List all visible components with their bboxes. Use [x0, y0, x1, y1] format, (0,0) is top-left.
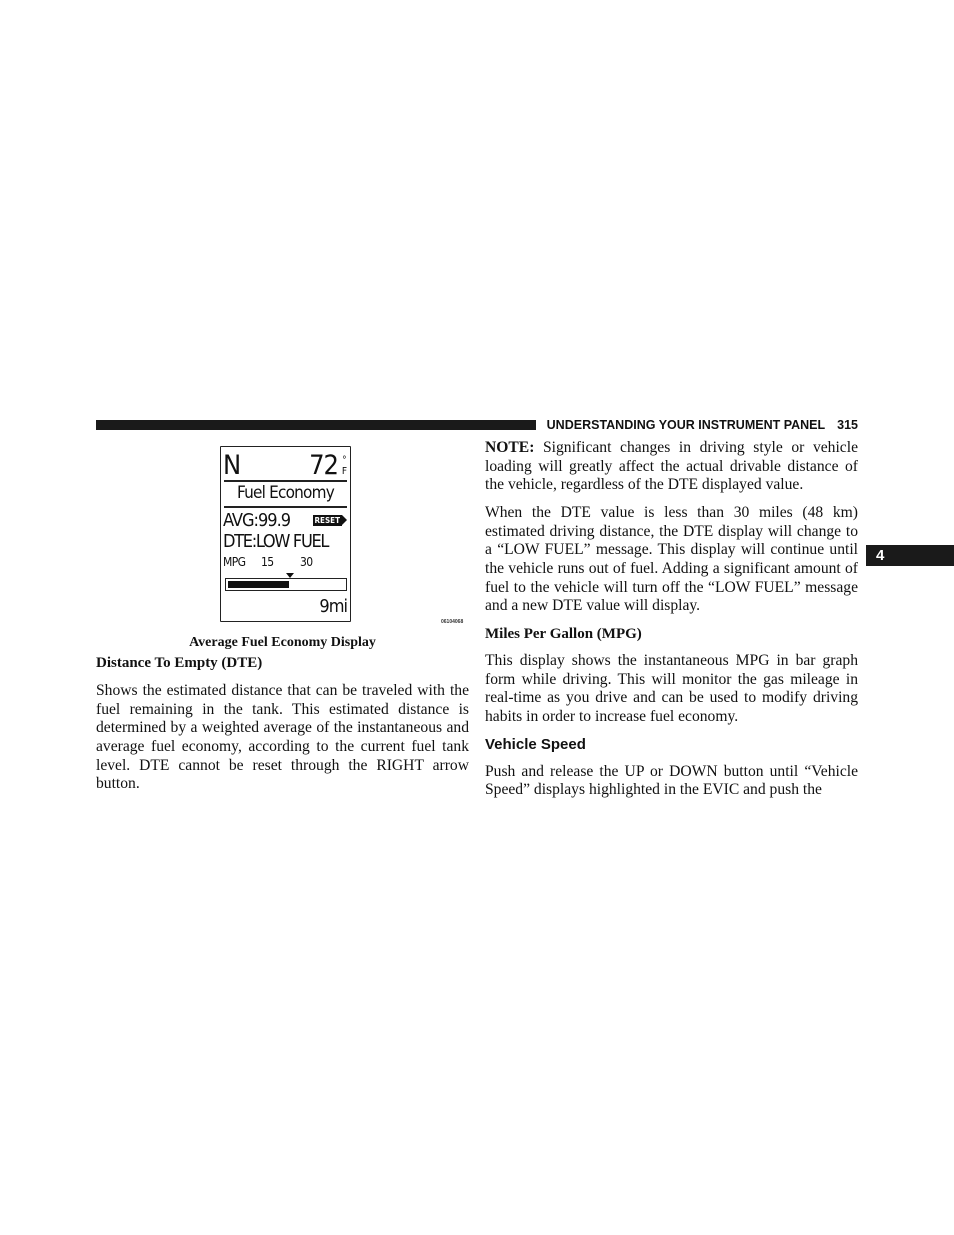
compass-heading: N — [223, 450, 241, 481]
dte-paragraph: Shows the estimated distance that can be traveled with the fuel remaining in the tank. This estimated distance is determined by a weighted average of the instantaneous and average fuel economy, according to the current fuel tank level. DTE cannot be reset through the RIGHT arrow button. — [96, 682, 469, 793]
unit-letter: F — [341, 466, 347, 477]
outside-temperature: 72 — [309, 450, 338, 481]
evic-display-figure — [220, 446, 351, 622]
degree-symbol: ° — [342, 455, 347, 466]
dte-low-paragraph: When the DTE value is less than 30 miles (48 km) estimated driving distance, the DTE display will change to a “LOW FUEL” message. This display will continue until the vehicle runs out of fuel. Adding a significant amount of fuel to the vehicle will turn off the “LOW FUEL” message and a new DTE value will display. — [485, 503, 858, 615]
mpg-paragraph: This display shows the instantaneous MPG in bar graph form while driving. This will monitor the gas mileage in real-time as you drive and can be used to modify driving habits in order to increase fuel economy. — [485, 651, 858, 725]
header-rule — [96, 420, 536, 430]
section-heading-dte: Distance To Empty (DTE) — [96, 655, 263, 671]
temperature-unit — [342, 455, 347, 477]
note-text: Significant changes in driving style or vehicle loading will greatly affect the actual drivable distance of the vehicle, regardless of the DTE displayed value. — [485, 439, 858, 494]
mpg-tick-30: 30 — [300, 555, 313, 569]
section-heading-mpg: Miles Per Gallon (MPG) — [485, 625, 642, 642]
range-readout: 9mi — [319, 596, 347, 617]
section-heading-vehicle-speed: Vehicle Speed — [485, 735, 586, 753]
reset-badge: RESET — [314, 516, 340, 525]
section-title: UNDERSTANDING YOUR INSTRUMENT PANEL — [546, 418, 826, 432]
page-number: 315 — [837, 418, 858, 432]
display-divider — [224, 506, 347, 508]
left-column — [96, 654, 469, 794]
display-title: Fuel Economy — [237, 483, 334, 503]
average-value: AVG:99.9 — [223, 510, 291, 531]
running-header — [546, 416, 858, 434]
mpg-label: MPG — [223, 555, 246, 569]
mpg-tick-15: 15 — [261, 555, 274, 569]
mpg-bar-fill — [228, 581, 289, 588]
mpg-scale — [223, 554, 348, 570]
dte-readout: DTE:LOW FUEL — [223, 531, 329, 552]
chapter-tab: 4 — [866, 545, 954, 566]
note-label: NOTE: — [485, 439, 535, 456]
right-arrow-icon — [342, 515, 347, 525]
figure-caption: Average Fuel Economy Display — [189, 635, 376, 650]
right-column — [485, 439, 858, 800]
mpg-bar — [225, 578, 347, 591]
image-code: 06104068 — [441, 619, 464, 625]
note-paragraph — [485, 439, 858, 495]
vehicle-speed-paragraph: Push and release the UP or DOWN button until “Vehicle Speed” displays highlighted in the EVIC and push the — [485, 762, 858, 799]
